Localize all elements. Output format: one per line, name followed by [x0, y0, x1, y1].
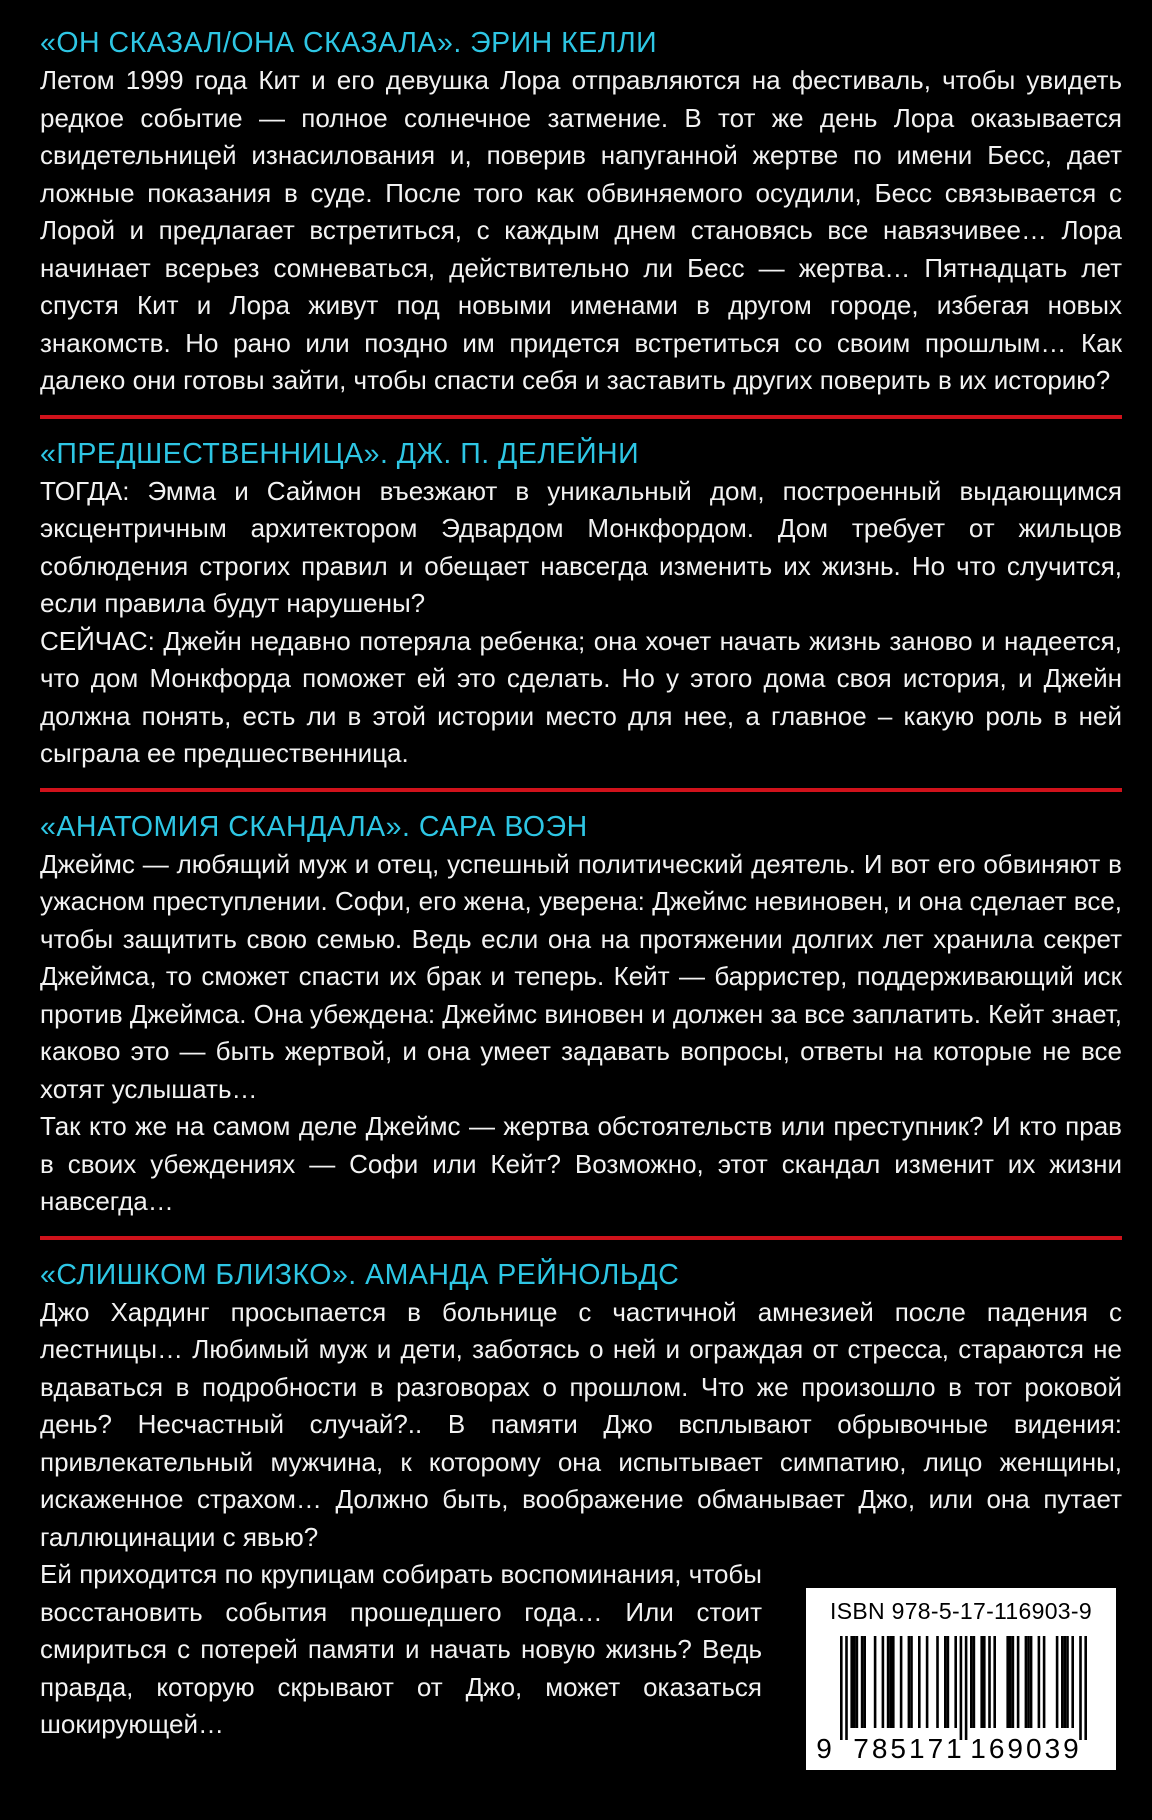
- ean-left-digits: 785171: [853, 1733, 965, 1764]
- barcode-bar: [1012, 1636, 1015, 1728]
- section-paragraph: СЕЙЧАС: Джейн недавно потеряла ребенка; она хочет начать жизнь заново и надеется, что дом Монкфорда поможет ей это сделать. Но у этого дома своя история, и Джейн должна понять, есть ли в этой истории место для нее, а главное – какую роль в ней сыграла ее предшественница.: [40, 625, 1122, 768]
- barcode-bar: [936, 1636, 939, 1728]
- section-title: «АНАТОМИЯ СКАНДАЛА». САРА ВОЭН: [40, 810, 588, 843]
- barcode-bar: [840, 1636, 843, 1740]
- barcode-bar: [892, 1636, 895, 1728]
- barcode-bars: [840, 1636, 1087, 1740]
- barcode-bar: [908, 1636, 911, 1728]
- barcode-bar: [861, 1636, 864, 1728]
- isbn-label: ISBN 978-5-17-116903-9: [830, 1598, 1092, 1624]
- barcode-bar: [856, 1636, 859, 1728]
- barcode-bar: [1071, 1636, 1074, 1728]
- barcode-bar: [960, 1636, 963, 1740]
- barcode-bar: [863, 1636, 866, 1728]
- barcode-bar: [983, 1636, 986, 1728]
- section-paragraph: Ей приходится по крупицам собирать воспоминания, чтобы восстановить события прошедшего года… Или стоит смириться с потерей памяти и начать новую жизнь? Ведь правда, которую скрывают от Джо, может оказаться шокирующей…: [40, 1559, 762, 1739]
- section-title: «ПРЕДШЕСТВЕННИЦА». ДЖ. П. ДЕЛЕЙНИ: [40, 437, 640, 470]
- section-paragraph: Джо Хардинг просыпается в больнице с частичной амнезией после падения с лестницы… Любимый муж и дети, заботясь о ней и ограждая от стресса, стараются не вдаваться в подробности в разговорах о прошлом. Что же произошло в тот роковой день? Несчастный случай?.. В памяти Джо всплывают обрывочные видения: привлекательный мужчина, к которому она испытывает симпатию, лицо женщины, искаженное страхом… Должно быть, воображение обманывает Джо, или она путает галлюцинации с явью?: [40, 1296, 1122, 1552]
- section-paragraph: ТОГДА: Эмма и Саймон въезжают в уникальный дом, построенный выдающимся эксцентричным архитектором Эдвардом Монкфордом. Дом требует от жильцов соблюдения строгих правил и обещает навсегда изменить их жизнь. Но что случится, если правила будут нарушены?: [40, 475, 1122, 618]
- barcode-bar: [1066, 1636, 1069, 1728]
- barcode-bar: [947, 1636, 950, 1728]
- barcode-bar: [1006, 1636, 1009, 1728]
- barcode-bar: [1025, 1636, 1028, 1728]
- barcode-bar: [882, 1636, 885, 1728]
- back-cover: [40, 24, 1122, 1744]
- isbn-barcode: [806, 1588, 1116, 1770]
- book-section-3: [40, 808, 1122, 1221]
- ean-right-digits: 169039: [970, 1733, 1082, 1764]
- barcode-bar: [918, 1636, 921, 1728]
- book-section-1: [40, 24, 1122, 400]
- barcode-bar: [1061, 1636, 1064, 1728]
- barcode-bar: [980, 1636, 983, 1728]
- barcode-bar: [1056, 1636, 1059, 1728]
- barcode-bar: [845, 1636, 848, 1740]
- barcode-graphic: [806, 1588, 1116, 1770]
- barcode-bar: [1030, 1636, 1033, 1728]
- barcode-bar: [965, 1636, 968, 1740]
- barcode-bar: [1064, 1636, 1067, 1728]
- barcode-bar: [1043, 1636, 1046, 1728]
- barcode-bar: [853, 1636, 856, 1728]
- book-section-2: [40, 435, 1122, 773]
- section-paragraph: Так кто же на самом деле Джеймс — жертва обстоятельств или преступник? И кто прав в своих убеждениях — Софи или Кейт? Возможно, этот скандал изменит их жизни навсегда…: [40, 1111, 1122, 1216]
- barcode-bar: [874, 1636, 877, 1728]
- section-title: «ОН СКАЗАЛ/ОНА СКАЗАЛА». ЭРИН КЕЛЛИ: [40, 27, 658, 59]
- barcode-bar: [988, 1636, 991, 1728]
- barcode-bar: [954, 1636, 957, 1728]
- barcode-bar: [1084, 1636, 1087, 1740]
- barcode-bar: [973, 1636, 976, 1728]
- barcode-bar: [910, 1636, 913, 1728]
- divider-rule: [40, 1236, 1122, 1240]
- barcode-bar: [900, 1636, 903, 1728]
- section-paragraph: Джеймс — любящий муж и отец, успешный политический деятель. И вот его обвиняют в ужасном преступлении. Софи, его жена, уверена: Джеймс невиновен, и она сделает все, чтобы защитить свою семью. Ведь если она на протяжении долгих лет хранила секрет Джеймса, то сможет спасти их брак и теперь. Кейт — барристер, поддерживающий иск против Джеймса. Она убеждена: Джеймс виновен и должен за все заплатить. Кейт знает, каково это — быть жертвой, и она умеет задавать вопросы, ответы на которые не все хотят услышать…: [40, 848, 1122, 1104]
- divider-rule: [40, 788, 1122, 792]
- barcode-bar: [944, 1636, 947, 1728]
- barcode-bar: [887, 1636, 890, 1728]
- barcode-bar: [1009, 1636, 1012, 1728]
- barcode-bar: [926, 1636, 929, 1728]
- barcode-bar: [1079, 1636, 1082, 1740]
- barcode-bar: [1027, 1636, 1030, 1728]
- barcode-bar: [970, 1636, 973, 1728]
- section-title: «СЛИШКОМ БЛИЗКО». АМАНДА РЕЙНОЛЬДС: [40, 1258, 680, 1291]
- barcode-bar: [1017, 1636, 1020, 1728]
- barcode-bar: [889, 1636, 892, 1728]
- section-paragraph: Летом 1999 года Кит и его девушка Лора отправляются на фестиваль, чтобы увидеть редкое событие — полное солнечное затмение. В тот же день Лора оказывается свидетельницей изнасилования и, поверив напуганной жертве по имени Бесс, дает ложные показания в суде. После того как обвиняемого осудили, Бесс связывается с Лорой и предлагает встретиться, с каждым днем становясь все навязчивее… Лора начинает всерьез сомневаться, действительно ли Бесс — жертва… Пятнадцать лет спустя Кит и Лора живут под новыми именами в другом городе, избегая новых знакомств. Но рано или поздно им придется встретиться со своим прошлым… Как далеко они готовы зайти, чтобы спасти себя и заставить других поверить в их историю?: [40, 65, 1122, 395]
- ean-first-digit: 9: [816, 1733, 832, 1764]
- divider-rule: [40, 415, 1122, 419]
- barcode-bar: [993, 1636, 996, 1728]
- barcode-bar: [1038, 1636, 1041, 1728]
- barcode-bar: [850, 1636, 853, 1728]
